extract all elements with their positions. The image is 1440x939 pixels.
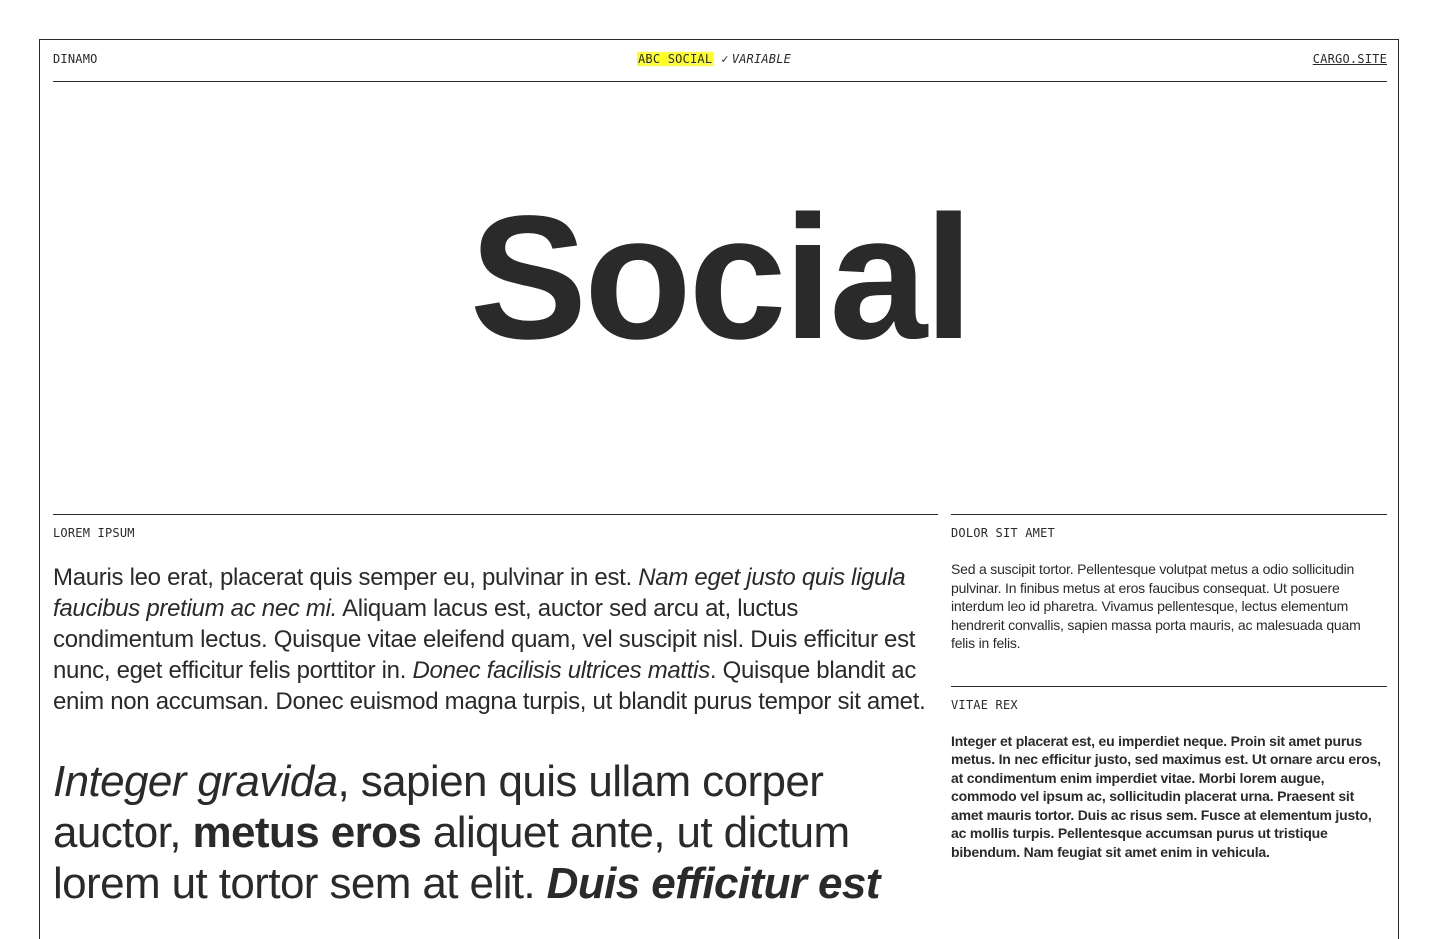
text-run: Mauris leo erat, placerat quis semper eu, pulvinar in est. (53, 564, 639, 591)
side-column (951, 514, 1387, 861)
side-paragraph-regular: Sed a suscipit tortor. Pellentesque volutpat metus a odio sollicitudin pulvinar. In finibus metus at eros faucibus consequat. Ut posuere interdum leo id pharetra. Vivamus pellentesque, lectus elementum hendrerit convallis, sapien massa porta mauris, ac malesuada quam felis in felis. (951, 561, 1361, 651)
hero-title: Social (469, 180, 971, 376)
text-run-italic: Integer gravida (53, 757, 338, 806)
font-title (637, 52, 791, 66)
section-label-dolor: DOLOR SIT AMET (951, 526, 1055, 540)
body-paragraph-large (53, 756, 938, 909)
section-label-vitae: VITAE REX (951, 697, 1018, 712)
text-run: aliquet ante, ut dictum lorem ut tortor sem at elit. (53, 808, 850, 908)
cargo-site-link[interactable]: CARGO.SITE (1312, 52, 1387, 66)
main-column (53, 514, 938, 909)
text-run-italic: Donec facilisis ultrices mattis (412, 657, 710, 684)
top-bar (53, 48, 1387, 82)
check-icon: ✓ (721, 52, 729, 66)
font-name-highlight: ABC SOCIAL (638, 52, 713, 66)
body-paragraph-medium (53, 562, 938, 717)
variant-toggle[interactable] (721, 52, 791, 66)
text-run: Aliquam lacus est, auctor sed arcu at, luctus condimentum lectus. Quisque vitae eleifend quam, vel suscipit nisl. Duis efficitur est nunc, eget efficitur felis porttitor in. (53, 595, 916, 684)
side-block-vitae (951, 686, 1387, 862)
side-block-dolor (951, 514, 1387, 653)
text-run-italic: Nam eget justo quis ligula faucibus pretium ac nec mi. (53, 564, 906, 622)
section-label-lorem: LOREM IPSUM (53, 526, 135, 540)
variant-label: VARIABLE (731, 52, 792, 66)
side-paragraph-bold: Integer et placerat est, eu imperdiet neque. Proin sit amet purus metus. In nec efficitur justo, sed maximus est. Ut ornare arcu eros, at condimentum enim imperdiet vitae. Morbi lorem augue, commodo vel ipsum ac, sollicitudin placerat urna. Praesent sit amet mauris tortor. Duis ac risus sem. Fusce at elementum justo, ac mollis turpis. Pellentesque accumsan purus ut tristique bibendum. Nam feugiat sit amet enim in vehicula. (951, 732, 1381, 860)
text-run-bold: metus eros (192, 808, 422, 857)
text-run-bold-italic: Duis efficitur est (546, 859, 880, 908)
text-run: . Quisque blandit ac enim non accumsan. Donec euismod magna turpis, ut blandit purus tempor sit amet. (53, 657, 926, 715)
text-run: , sapien quis ullam corper auctor, (53, 757, 824, 857)
brand-label: DINAMO (53, 52, 98, 66)
